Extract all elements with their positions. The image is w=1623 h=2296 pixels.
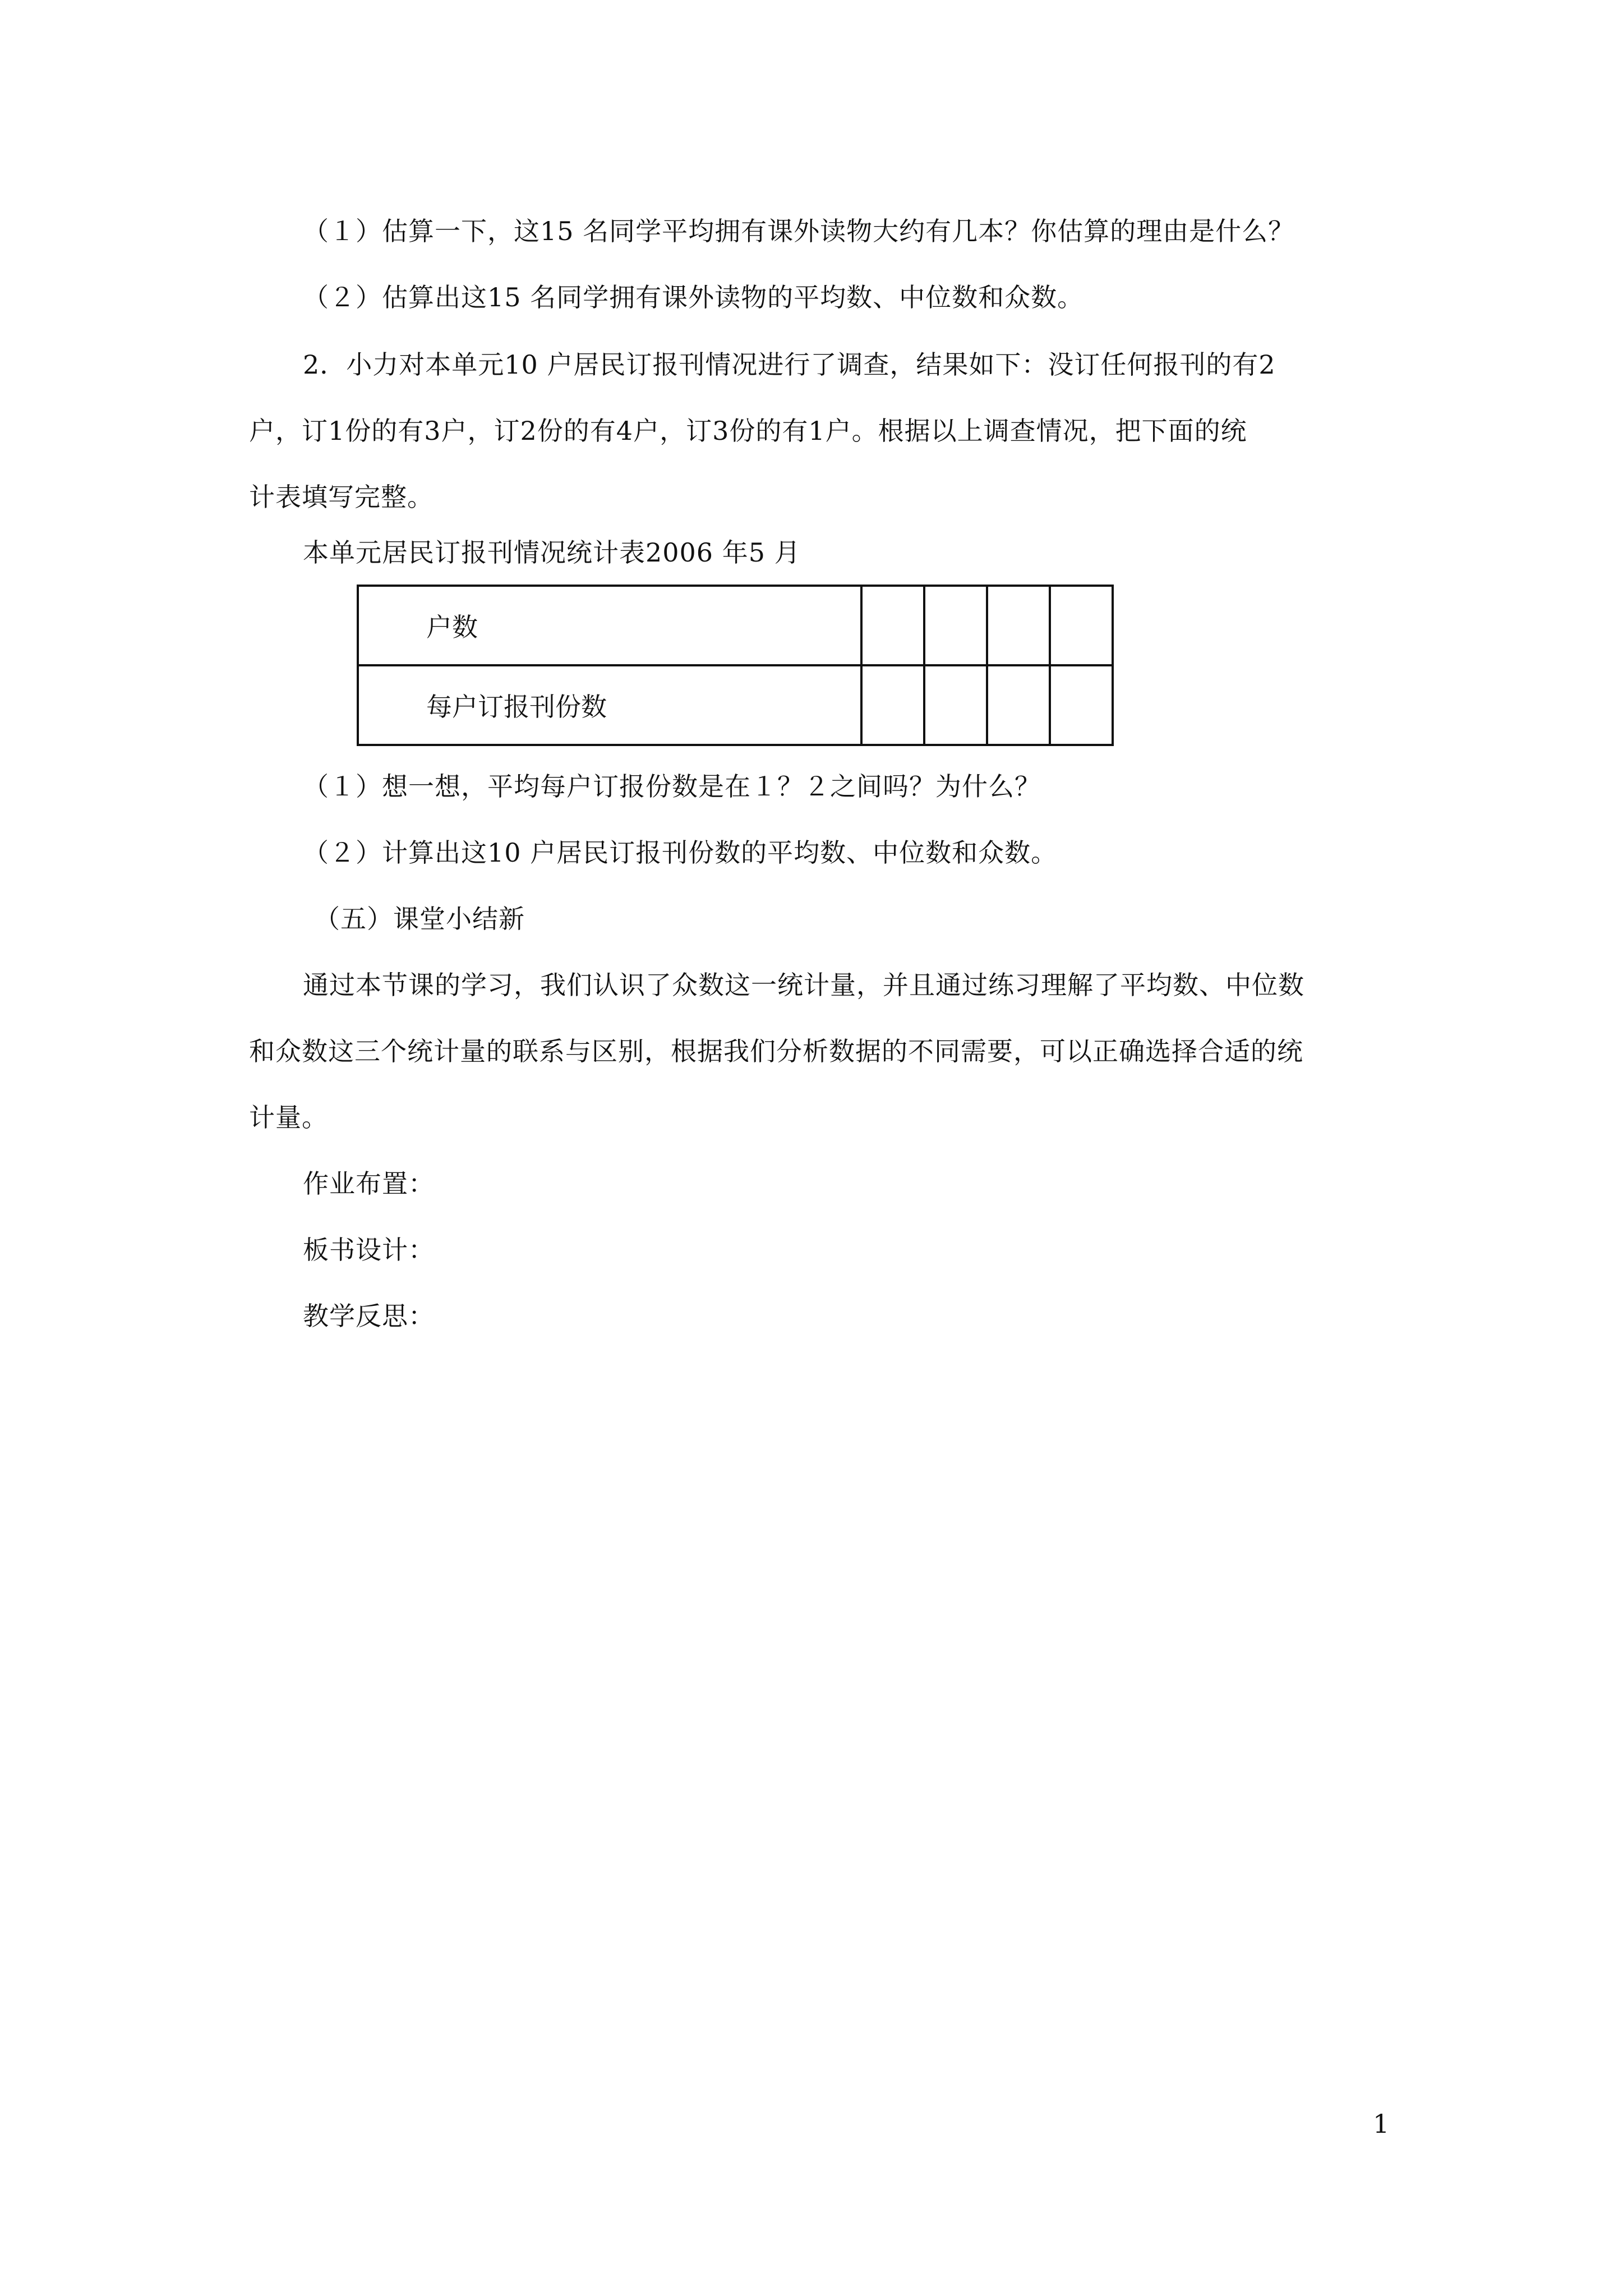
question-2-1: （１）想一想，平均每户订报份数是在１？２之间吗？为什么？ [303,771,1041,802]
blank-cell [924,665,987,745]
problem-2-line-3: 计表填写完整。 [249,482,434,512]
blank-cell [1050,665,1113,745]
question-1-1: （１）估算一下，这15 名同学平均拥有课外读物大约有几本？你估算的理由是什么？ [303,216,1295,246]
page-number: 1 [1373,2109,1390,2139]
blank-cell [1050,586,1113,665]
homework-label: 作业布置： [303,1168,435,1199]
summary-line-3: 计量。 [249,1102,328,1133]
table-row [358,665,1113,745]
table-caption: 本单元居民订报刊情况统计表2006 年5 月 [303,537,801,568]
blank-cell [861,586,924,665]
question-2-2: （２）计算出这10 户居民订报刊份数的平均数、中位数和众数。 [303,838,1058,868]
blank-cell [861,665,924,745]
problem-2-line-1: 2．小力对本单元10 户居民订报刊情况进行了调查，结果如下：没订任何报刊的有2 [303,349,1276,380]
summary-line-1: 通过本节课的学习，我们认识了众数这一统计量，并且通过练习理解了平均数、中位数 [303,970,1304,1000]
blank-cell [987,665,1050,745]
stats-table [357,585,1114,746]
table-row [358,586,1113,665]
blank-cell [924,586,987,665]
question-1-2: （２）估算出这15 名同学拥有课外读物的平均数、中位数和众数。 [303,282,1084,312]
summary-line-2: 和众数这三个统计量的联系与区别，根据我们分析数据的不同需要，可以正确选择合适的统 [249,1036,1303,1066]
blank-cell [987,586,1050,665]
problem-2-line-2: 户，订1份的有3户，订2份的有4户，订3份的有1户。根据以上调查情况，把下面的统 [249,416,1247,446]
teaching-reflection-label: 教学反思： [303,1301,435,1331]
row-label-copies-per-household: 每户订报刊份数 [358,665,861,745]
row-label-households: 户数 [358,586,861,665]
board-design-label: 板书设计： [303,1235,435,1265]
summary-heading: （五）课堂小结新 [314,904,525,934]
